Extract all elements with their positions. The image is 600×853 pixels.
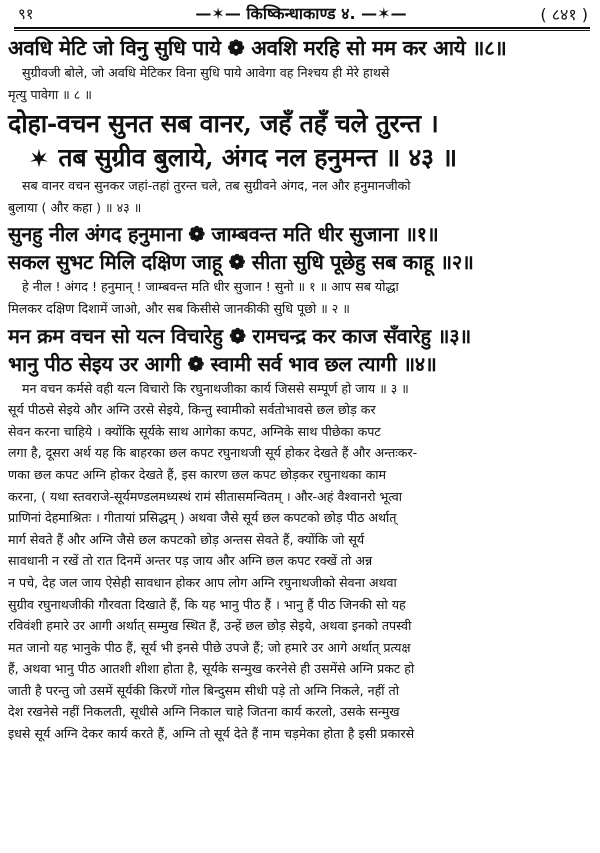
commentary (8, 378, 594, 745)
chapter-title-text: किष्किन्धाकाण्ड ४. (246, 4, 356, 23)
commentary-line: मृत्यु पावेगा ॥ ८ ॥ (8, 86, 92, 102)
chapter-title (8, 2, 594, 24)
commentary (8, 62, 594, 105)
page-number-left: ९१ (18, 5, 34, 23)
lotus-ornament-icon (28, 147, 50, 169)
commentary-line: मत जानो यह भानुके पीठ हैं, सूर्य भी इनसे पीछे उपजे हैं; जो हमारे उर आगे अर्थात् प्रत्यक्ष (8, 639, 411, 655)
page-number-right: ( ८४१ ) (540, 5, 588, 24)
commentary-line: सब वानर वचन सुनकर जहां-तहां तुरन्त चले, तब सुग्रीवने अंगद, नल और हनुमानजीको (22, 178, 411, 194)
commentary-line: जाती है परन्तु जो उसमें सूर्यकी किरणें गोल बिन्दुसम सीधी पड़े तो अग्नि निकले, नहीं तो (8, 682, 399, 698)
doha-text: तब सुग्रीव बुलाये, अंगद नल हनुमन्त ॥ ४३ ॥ (58, 143, 457, 173)
commentary-line: रविवंशी हमारे उर आगी अर्थात् सम्मुख स्थित हैं, उन्हें छल छोड़ सेइये, अथवा इनको तपस्वी (8, 618, 412, 634)
commentary-line: सूर्य पीठसे सेइये और अग्नि उरसे सेइये, किन्तु स्वामीको सर्वतोभावसे छल छोड़ कर (8, 402, 376, 418)
commentary-line: देश रखनेसे नहीं निकलती, सूधीसे अग्नि निकाल चाहे जितना कार्य करलो, उसके सन्मुख (8, 704, 400, 720)
verse-line: मन क्रम वचन सो यत्न विचारेहु ❁ रामचन्द्र कर काज सँवारेहु ॥३॥ (8, 323, 471, 348)
commentary-line: णका छल कपट अग्नि होकर देखते हैं, इस कारण छल कपट छोड़कर रघुनाथका काम (8, 466, 387, 482)
verse-line: सुनहु नील अंगद हनुमाना ❁ जाम्बवन्त मति धीर सुजाना ॥१॥ (8, 222, 439, 247)
commentary-line: हे नील ! अंगद ! हनुमान् ! जाम्बवन्त मति धीर सुजान ! सुनो ॥ १ ॥ आप सब योद्धा (22, 279, 399, 295)
header-rule (14, 27, 590, 29)
verse-line: सकल सुभट मिलि दक्षिण जाहू ❁ सीता सुधि पूछेहु सब काहू ॥२॥ (8, 250, 474, 275)
commentary (8, 276, 594, 319)
commentary-line: इधसे सूर्य अग्नि देकर कार्य करते हैं, अग्नि तो सूर्य देते हैं नाम चड़मेका होता है इसी प्रकारसे (8, 726, 415, 742)
commentary-line: मिलकर दक्षिण दिशामें जाओ, और सब किसीसे जानकीकी सुधि पूछो ॥ २ ॥ (8, 300, 350, 316)
commentary-line: बुलाया ( और कहा ) ॥ ४३ ॥ (8, 199, 142, 215)
commentary-line: मार्ग सेवते हैं और अग्नि जैसे छल कपटको छोड़ अन्तस सेवते हैं, क्योंकि जो सूर्य (8, 531, 365, 547)
commentary-line: सुग्रीवजी बोले, जो अवधि मेटिकर विना सुधि पाये आवेगा वह निश्चय ही मेरे हाथसे (22, 65, 390, 80)
commentary-line: लगा है, दूसरा अर्थ यह कि बाहरका छल कपट रघुनाथजी सूर्य होकर देखते हैं और अन्तःकर- (8, 445, 418, 461)
commentary-line: सुग्रीव रघुनाथजीकी गौरवता दिखाते हैं, कि यह भानु पीठ हैं । भानु हैं पीठ जिनकी सो यह (8, 596, 406, 612)
commentary-line: सेवन करना चाहिये । क्योंकि सूर्यके साथ आगेका कपट, अग्निके साथ पीछेका कपट (8, 423, 381, 439)
commentary-line: सावधानी न रखें तो रात दिनमें अन्तर पड़ जाय और अग्नि छल कपट रक्खें तो अन्न (8, 553, 373, 569)
header-rule-thin (14, 30, 590, 31)
verse-line: अवधि मेटि जो विनु सुधि पाये ❁ अवशि मरहि सो मम कर आये ॥८॥ (8, 36, 507, 60)
commentary-line: मन वचन कर्मसे वही यत्न विचारो कि रघुनाथजीका कार्य जिससे सम्पूर्ण हो जाय ॥ ३ ॥ (22, 380, 409, 396)
header-ornament-left-icon: —✶— (195, 4, 241, 23)
commentary-line: न पचे, देह जल जाय ऐसेही सावधान होकर आप लोग अग्नि रघुनाथजीको सेवना अथवा (8, 574, 397, 590)
page-header (8, 0, 594, 30)
commentary-line: हैं, अथवा भानु पीठ आतशी शीशा होता है, सूर्यके सन्मुख करनेसे ही उसमेंसे अग्नि प्रकट हो (8, 661, 415, 677)
commentary (8, 175, 594, 218)
header-ornament-right-icon: —✶— (361, 4, 407, 23)
commentary-line: प्राणिनां देहमाश्रितः । गीतायां प्रसिद्धम् ) अथवा जैसे सूर्य छल कपटको छोड़ पीठ अर्थात् (8, 510, 397, 526)
commentary-line: करना, ( यथा स्तवराजे-सूर्यमण्डलमध्यस्थं रामं सीतासमन्वितम् । और-अहं वैश्वानरो भूत्वा (8, 488, 402, 504)
doha-line-2 (8, 141, 594, 175)
verse-line: भानु पीठ सेइय उर आगी ❁ स्वामी सर्व भाव छल त्यागी ॥४॥ (8, 351, 437, 376)
doha-line: दोहा-वचन सुनत सब वानर, जहँ तहँ चले तुरन्त । (8, 109, 439, 139)
